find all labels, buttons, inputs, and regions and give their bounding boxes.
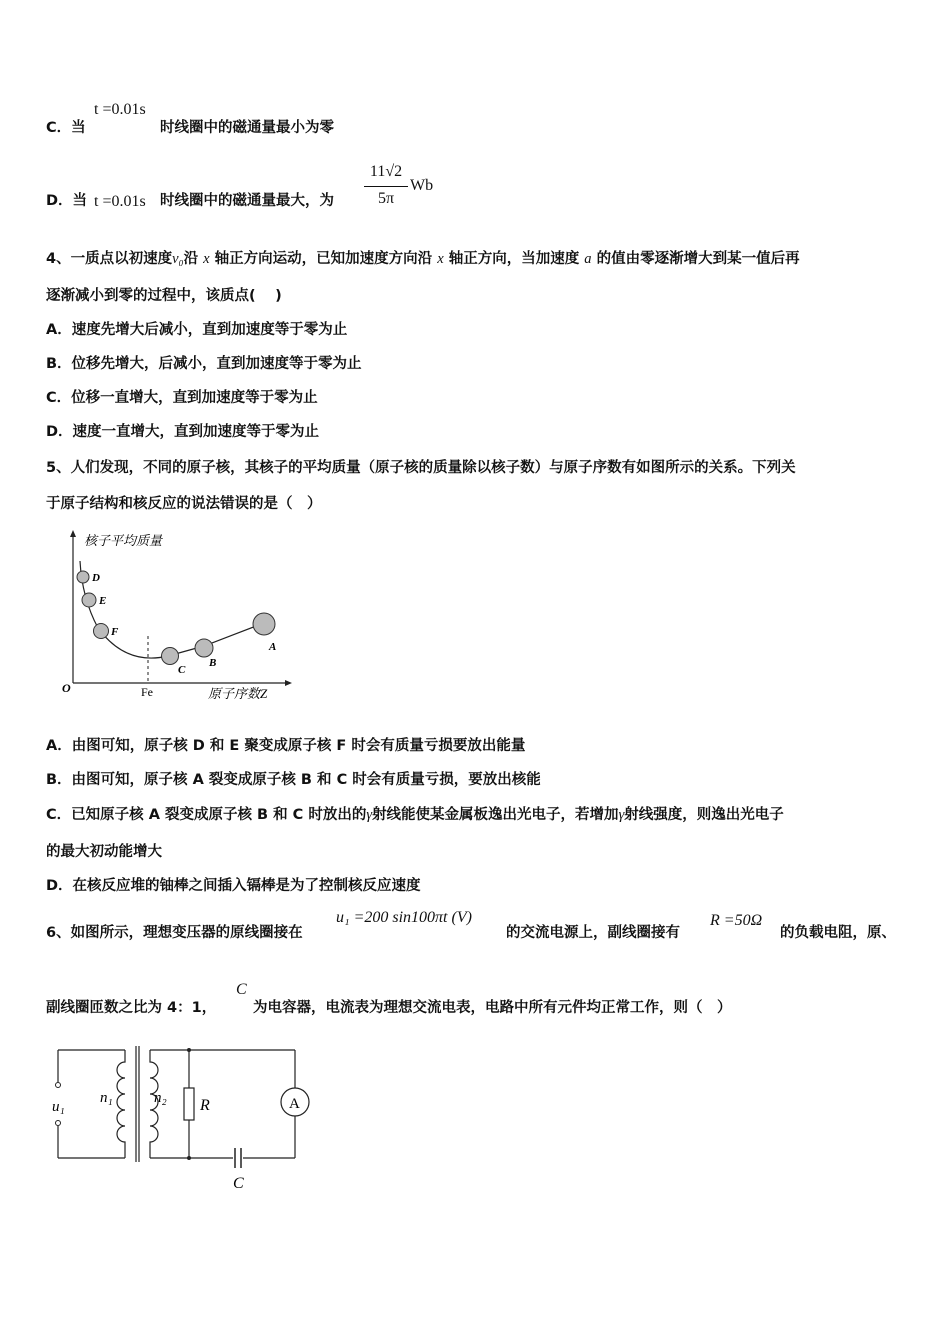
terminal-bottom: [56, 1121, 61, 1126]
q4-option-a: A．速度先增大后减小，直到加速度等于零为止: [46, 322, 348, 338]
x-axis-arrow: [285, 680, 292, 686]
point-d: [77, 571, 89, 583]
q4-text-e: 的值由零逐渐增大到某一值后再: [596, 251, 800, 267]
q3-frac-denominator: 5π: [377, 190, 395, 207]
point-e: [82, 593, 96, 607]
point-c-label: C: [178, 664, 186, 676]
q4-text-d: 轴正方向，当加速度: [448, 251, 580, 267]
transformer-circuit: [50, 1040, 320, 1200]
q5-option-c-text-a: C．已知原子核 A 裂变成原子核 B 和 C 时放出的: [46, 807, 367, 823]
q3-frac-unit: Wb: [410, 177, 434, 194]
n1-label: n₁: [100, 1090, 113, 1106]
q5-option-a: A．由图可知，原子核 D 和 E 聚变成原子核 F 时会有质量亏损要放出能量: [46, 738, 526, 754]
q5-option-d: D．在核反应堆的铀棒之间插入镉棒是为了控制核反应速度: [46, 878, 421, 894]
q6-u1-formula: u₁ =200 sin100πt (V): [336, 909, 472, 926]
y-axis-arrow: [70, 530, 76, 537]
q6-stem-text-b: 的交流电源上，副线圈接有: [506, 925, 680, 941]
point-d-label: D: [92, 572, 100, 584]
origin-label: O: [62, 681, 71, 695]
q3-option-c-prefix: C．当: [46, 120, 86, 136]
q4-stem-line1: [46, 247, 800, 268]
q4-a: a: [584, 251, 592, 267]
n2-label: n₂: [154, 1090, 167, 1106]
y-axis-label: 核子平均质量: [84, 533, 163, 548]
fraction-bar: [364, 186, 408, 187]
q3-option-c-suffix: 时线圈中的磁通量最小为零: [160, 120, 334, 136]
q4-x2: x: [437, 251, 444, 267]
q3-option-d-prefix: D．当: [46, 193, 88, 209]
point-b: [195, 639, 213, 657]
q4-text-b: 沿: [183, 251, 199, 267]
q6-c-symbol: C: [236, 981, 247, 998]
q4-text-c: 轴正方向运动，已知加速度方向沿: [214, 251, 433, 267]
r-label: R: [200, 1097, 210, 1114]
terminal-top: [56, 1083, 61, 1088]
q3-option-d-suffix: 时线圈中的磁通量最大，为: [160, 193, 334, 209]
q4-option-c: C．位移一直增大，直到加速度等于零为止: [46, 390, 318, 406]
point-f: [94, 624, 109, 639]
point-f-label: F: [111, 626, 119, 638]
q6-stem-text-c: 的负载电阻，原、: [780, 925, 896, 941]
point-e-label: E: [99, 595, 107, 607]
q6-stem-text-e: 为电容器，电流表为理想交流电表，电路中所有元件均正常工作，则（ ）: [253, 1000, 732, 1016]
mass-curve: [80, 561, 264, 658]
c-label: C: [233, 1175, 244, 1192]
q4-v0: v₀: [172, 251, 184, 267]
point-a-label: A: [269, 641, 277, 653]
q3-option-c-math: t =0.01s: [94, 101, 146, 118]
q3-frac-numerator: 11√2: [369, 163, 403, 180]
q3-option-d-math: t =0.01s: [94, 193, 146, 210]
q5-option-b: B．由图可知，原子核 A 裂变成原子核 B 和 C 时会有质量亏损，要放出核能: [46, 772, 541, 788]
q4-option-b: B．位移先增大，后减小，直到加速度等于零为止: [46, 356, 362, 372]
q5-option-c-line1: [46, 803, 784, 824]
resistor: [184, 1088, 194, 1120]
q5-option-c-text-b: 射线能使某金属板逸出光电子，若增加: [372, 807, 619, 823]
q5-option-c-text-c: 射线强度，则逸出光电子: [624, 807, 784, 823]
u1-label: u₁: [52, 1099, 65, 1115]
q4-option-d: D．速度一直增大，直到加速度等于零为止: [46, 424, 320, 440]
q6-stem-text-d: 副线圈匝数之比为 4：1，: [46, 1000, 217, 1016]
q3-option-c: [46, 116, 86, 137]
binding-energy-figure: [56, 528, 296, 703]
point-a: [253, 613, 275, 635]
ammeter-label: A: [289, 1096, 300, 1112]
q5-gamma-2: γ: [618, 807, 625, 823]
q6-r-formula: R =50Ω: [710, 912, 763, 929]
q4-x1: x: [203, 251, 210, 267]
primary-coil: [117, 1050, 125, 1158]
fe-label: Fe: [141, 685, 153, 699]
point-b-label: B: [209, 657, 217, 669]
q5-gamma-1: γ: [366, 807, 373, 823]
q4-stem-line2: 逐渐减小到零的过程中，该质点( ): [46, 288, 282, 304]
q5-option-c-line2: 的最大初动能增大: [46, 844, 162, 860]
q6-stem-text-a: 6、如图所示，理想变压器的原线圈接在: [46, 925, 303, 941]
q5-stem-line2: 于原子结构和核反应的说法错误的是（ ）: [46, 496, 322, 512]
point-c: [162, 648, 179, 665]
q5-stem-line1: 5、人们发现，不同的原子核，其核子的平均质量（原子核的质量除以核子数）与原子序数有如图所示的关系。下列关: [46, 460, 796, 476]
x-axis-label: 原子序数Z: [208, 686, 268, 701]
q4-text-a: 4、一质点以初速度: [46, 251, 173, 267]
